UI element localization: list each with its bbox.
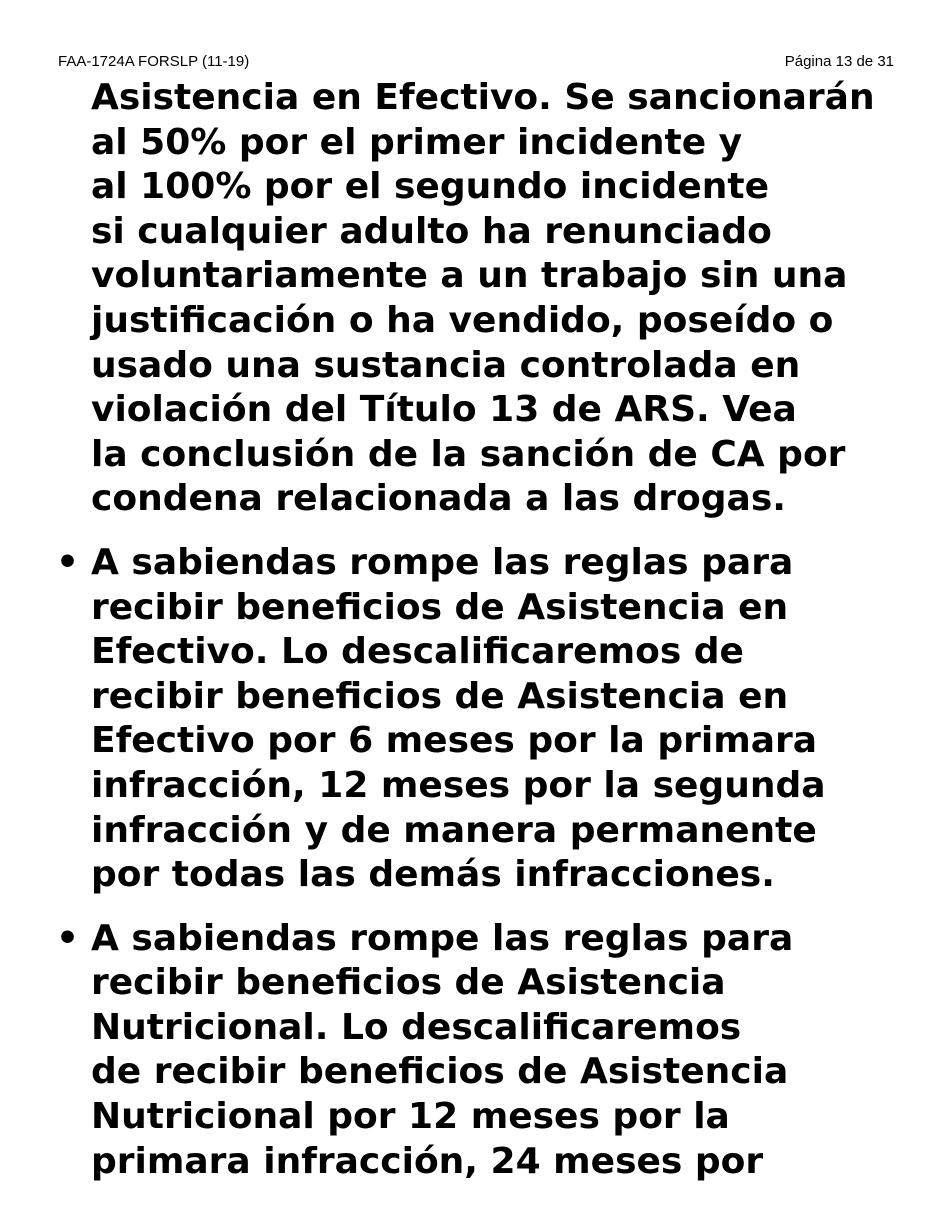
paragraph-line: Asistencia en Efectivo. Se sancionarán bbox=[91, 77, 875, 118]
bullet-line: Nutricional. Lo descalificaremos bbox=[91, 1006, 742, 1048]
bullet-line: Nutricional por 12 meses por la bbox=[91, 1096, 730, 1138]
bullet-line: de recibir beneficios de Asistencia bbox=[91, 1051, 789, 1093]
bullet-line: Efectivo por 6 meses por la primara bbox=[91, 720, 818, 762]
paragraph-line: condena relacionada a las drogas. bbox=[91, 478, 786, 520]
bullet-line: por todas las demás infracciones. bbox=[91, 854, 775, 896]
paragraph-line: al 100% por el segundo incidente bbox=[91, 166, 769, 208]
form-id: FAA-1724A FORSLP (11-19) bbox=[58, 53, 250, 70]
bullet-line: Efectivo. Lo descalificaremos de bbox=[91, 631, 744, 673]
continued-paragraph bbox=[0, 76, 950, 522]
bullet-line: recibir beneficios de Asistencia bbox=[91, 962, 726, 1004]
paragraph-line: si cualquier adulto ha renunciado bbox=[91, 210, 772, 252]
paragraph-line: la conclusión de la sanción de CA por bbox=[91, 433, 846, 475]
bullet-item-nutrition-assistance bbox=[0, 917, 950, 1185]
paragraph-line: justificación o ha vendido, poseído o bbox=[91, 299, 834, 341]
bullet-item-cash-assistance bbox=[0, 541, 950, 898]
page-number: Página 13 de 31 bbox=[784, 53, 894, 70]
paragraph-line: al 50% por el primer incidente y bbox=[91, 121, 743, 163]
bullet-line: primara infracción, 24 meses por bbox=[91, 1140, 764, 1182]
bullet-line: infracción y de manera permanente bbox=[91, 809, 817, 851]
page-content bbox=[0, 76, 950, 1203]
paragraph-line: voluntariamente a un trabajo sin una bbox=[91, 255, 848, 297]
paragraph-line: violación del Título 13 de ARS. Vea bbox=[91, 389, 797, 431]
page-header bbox=[58, 52, 894, 72]
bullet-icon: • bbox=[56, 917, 80, 959]
bullet-line: A sabiendas rompe las reglas para bbox=[91, 541, 794, 583]
bullet-line: A sabiendas rompe las reglas para bbox=[91, 917, 794, 959]
bullet-line: recibir beneficios de Asistencia en bbox=[91, 586, 789, 628]
bullet-line: infracción, 12 meses por la segunda bbox=[91, 764, 826, 806]
paragraph-line: usado una sustancia controlada en bbox=[91, 344, 801, 386]
bullet-line: recibir beneficios de Asistencia en bbox=[91, 675, 789, 717]
bullet-icon: • bbox=[56, 541, 80, 583]
